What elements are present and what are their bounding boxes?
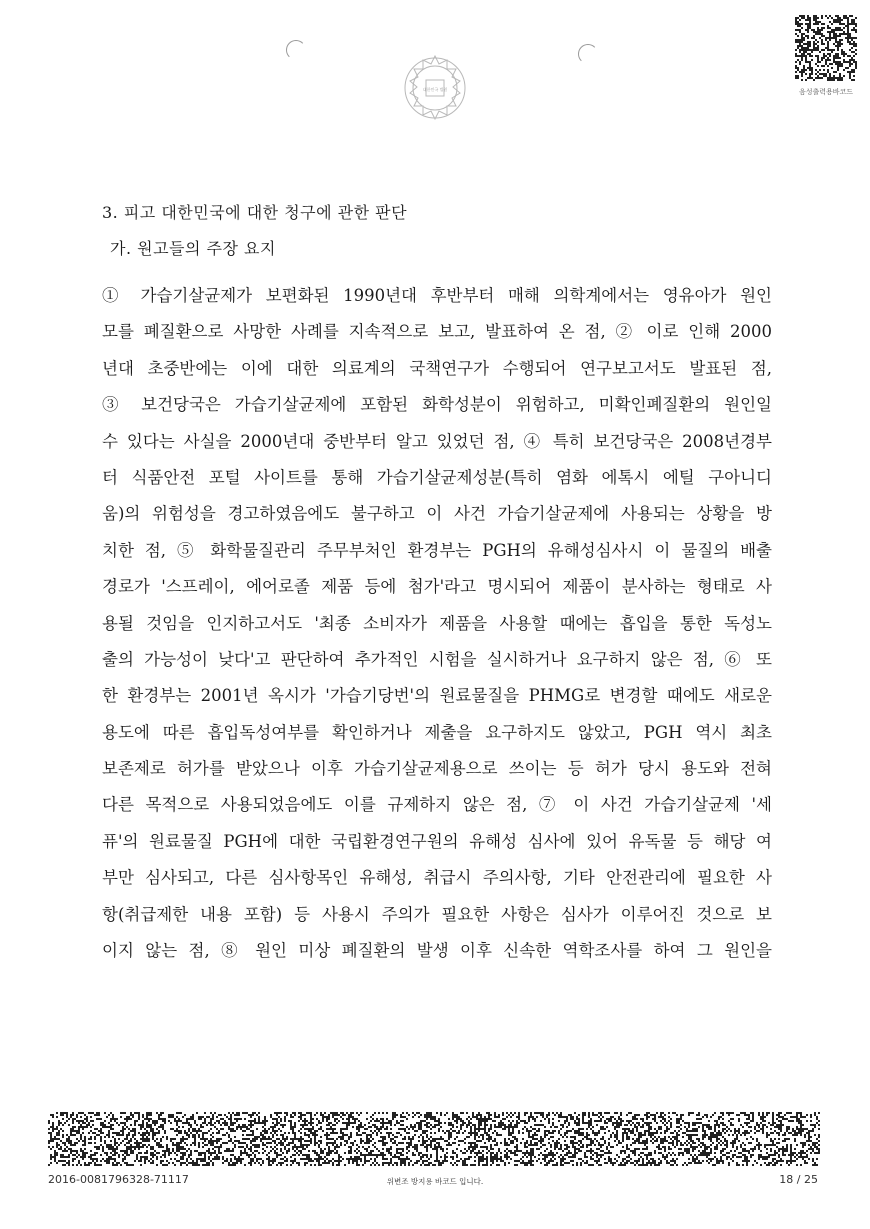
body-line: 수 있다는 사실을 2000년대 중반부터 알고 있었던 점, ④ 특히 보건당국은 2008년경부 [102, 431, 772, 451]
body-line: 년대 초중반에는 이에 대한 의료계의 국책연구가 수행되어 연구보고서도 발표된 점, [102, 358, 772, 378]
body-line: ③ 보건당국은 가습기살균제에 포함된 화학성분이 위험하고, 미확인폐질환의 원인일 [102, 395, 772, 415]
body-line: 용될 것임을 인지하고서도 '최종 소비자가 제품을 사용할 때에는 흡입을 통한 독성노 [102, 613, 772, 633]
qr-code-block [795, 15, 857, 96]
body-line: 이지 않는 점, ⑧ 원인 미상 폐질환의 발생 이후 신속한 역학조사를 하여 그 원인을 [102, 941, 772, 961]
body-line: 한 환경부는 2001년 옥시가 '가습기당번'의 원료물질을 PHMG로 변경할 때에도 새로운 [102, 686, 772, 706]
body-line: 경로가 '스프레이, 에어로졸 제품 등에 첨가'라고 명시되어 제품이 분사하는 형태로 사 [102, 577, 772, 597]
body-line: 출의 가능성이 낮다'고 판단하여 추가적인 시험을 실시하거나 요구하지 않은 점, ⑥ 또 [102, 649, 772, 669]
body-line: 부만 심사되고, 다른 심사항목인 유해성, 취급시 주의사항, 기타 안전관리에 필요한 사 [102, 868, 772, 888]
section-heading: 3. 피고 대한민국에 대한 청구에 관한 판단 [102, 203, 408, 222]
anti-forgery-barcode [48, 1112, 820, 1166]
body-line: 용도에 따른 흡입독성여부를 확인하거나 제출을 요구하지도 않았고, PGH 역시 최초 [102, 722, 772, 742]
body-line: 다른 목적으로 사용되었음에도 이를 규제하지 않은 점, ⑦ 이 사건 가습기살균제 '세 [102, 795, 772, 815]
qr-code [795, 15, 857, 81]
body-line: 움)의 위험성을 경고하였음에도 불구하고 이 사건 가습기살균제에 사용되는 상황을 방 [102, 504, 772, 524]
body-line: 터 식품안전 포털 사이트를 통해 가습기살균제성분(특히 염화 에톡시 에틸 구아니디 [102, 467, 772, 487]
qr-caption: 음성출력용바코드 [798, 88, 854, 96]
body-line: ① 가습기살균제가 보편화된 1990년대 후반부터 매해 의학계에서는 영유아가 원인 [102, 286, 772, 305]
punch-hole-left [286, 40, 306, 60]
body-line: 치한 점, ⑤ 화학물질관리 주무부처인 환경부는 PGH의 유해성심사시 이 물질의 배출 [102, 540, 772, 560]
body-line: 모를 폐질환으로 사망한 사례를 지속적으로 보고, 발표하여 온 점, ② 이로 인해 2000 [102, 322, 772, 342]
barcode-note: 위변조 방지용 바코드 입니다. [386, 1177, 484, 1186]
body-line: 퓨'의 원료물질 PGH에 대한 국립환경연구원의 유해성 심사에 있어 유독물 등 해당 여 [102, 831, 772, 851]
document-id: 2016-0081796328-71117 [48, 1173, 189, 1186]
body-line: 보존제로 허가를 받았으나 이후 가습기살균제용으로 쓰이는 등 허가 당시 용도와 전혀 [102, 759, 772, 779]
seal-text: 대한민국 법원 [422, 87, 448, 92]
section-subheading: 가. 원고들의 주장 요지 [110, 239, 276, 258]
page-number: 18 / 25 [779, 1173, 818, 1186]
punch-hole-right [578, 44, 598, 64]
body-line: 항(취급제한 내용 포함) 등 사용시 주의가 필요한 사항은 심사가 이루어진 것으로 보 [102, 904, 772, 924]
court-seal [395, 48, 475, 128]
body-paragraph [102, 278, 772, 969]
